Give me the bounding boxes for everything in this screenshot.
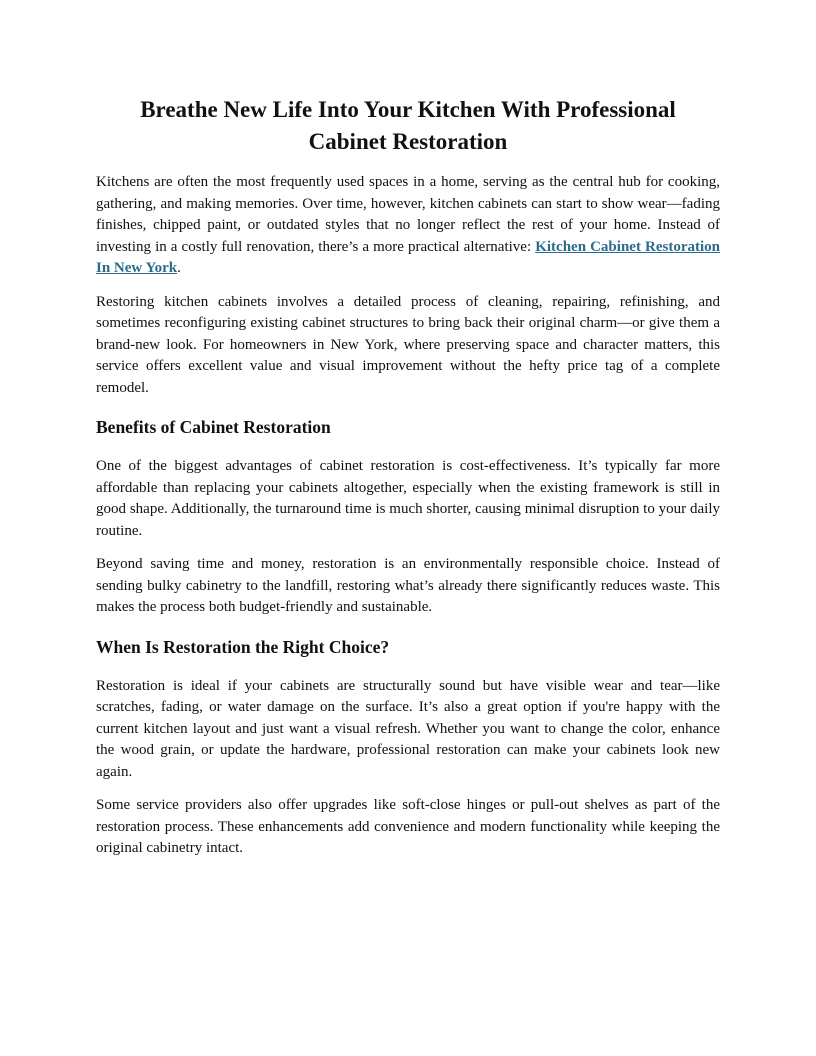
document-page	[96, 94, 720, 860]
intro-text: Kitchens are often the most frequently used spaces in a home, serving as the central hub for cooking, gathering, and making memories. Over time, however, kitchen cabinets can start to show wear—fading finishes, chipped paint, or outdated styles that no longer reflect the rest of your home. Instead of investing in a costly full renovation, there’s a more practical alternative:	[96, 174, 720, 255]
benefits-paragraph-2: Beyond saving time and money, restoration is an environmentally responsible choice. Instead of sending bulky cabinetry to the landfill, restoring what’s already there significantly reduces waste. This makes the process both budget-friendly and sustainable.	[96, 556, 720, 615]
benefits-heading: Benefits of Cabinet Restoration	[96, 417, 331, 437]
document-title: Breathe New Life Into Your Kitchen With Professional Cabinet Restoration	[140, 97, 676, 154]
choice-paragraph-2: Some service providers also offer upgrades like soft-close hinges or pull-out shelves as part of the restoration process. These enhancements add convenience and modern functionality while keeping the original cabinetry intact.	[96, 797, 720, 856]
intro-paragraph	[96, 172, 720, 280]
choice-heading: When Is Restoration the Right Choice?	[96, 636, 390, 657]
intro-paragraph-2: Restoring kitchen cabinets involves a detailed process of cleaning, repairing, refinishing, and sometimes reconfiguring existing cabinet structures to bring back their original charm—or give them a brand-new look. For homeowners in New York, where preserving space and character matters, this service offers excellent value and visual improvement without the hefty price tag of a complete remodel.	[96, 293, 720, 396]
benefits-paragraph-1: One of the biggest advantages of cabinet restoration is cost-effectiveness. It’s typically far more affordable than replacing your cabinets altogether, especially when the existing framework is still in good shape. Additionally, the turnaround time is much shorter, causing minimal disruption to your daily routine.	[96, 458, 720, 539]
intro-text-end: .	[177, 260, 181, 276]
choice-paragraph-1: Restoration is ideal if your cabinets are structurally sound but have visible wear and tear—like scratches, fading, or water damage on the surface. It’s also a great option if you're happy with the current kitchen layout and just want a visual refresh. Whether you want to change the color, enhance the wood grain, or update the hardware, professional restoration can make your cabinets look new again.	[96, 677, 720, 780]
restoration-link[interactable]: Kitchen Cabinet Restoration In New York	[96, 238, 720, 276]
